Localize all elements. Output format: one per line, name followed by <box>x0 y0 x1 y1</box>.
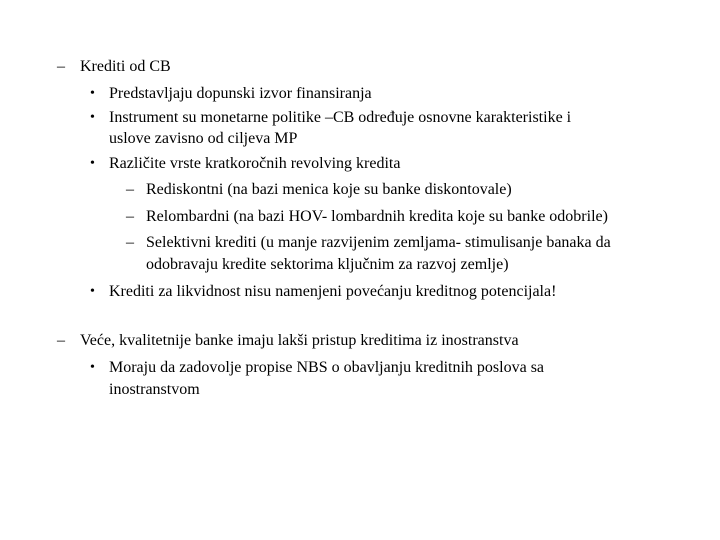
bullet-marker: • <box>90 284 95 299</box>
bullet-marker: • <box>90 360 95 375</box>
section-heading: Krediti od CB <box>80 58 171 75</box>
section-dash-marker: – <box>57 332 65 349</box>
bullet-marker: • <box>90 156 95 171</box>
subitem-dash-marker: – <box>126 181 134 198</box>
subitem-dash-marker: – <box>126 208 134 225</box>
bullet-text-continued: inostranstvom <box>109 381 200 398</box>
bullet-text: Različite vrste kratkoročnih revolving kredita <box>109 155 401 172</box>
bullet-text: Moraju da zadovolje propise NBS o obavljanju kreditnih poslova sa <box>109 359 545 376</box>
subitem-text: Rediskontni (na bazi menica koje su banke diskontovale) <box>146 181 512 198</box>
bullet-text-continued: uslove zavisno od ciljeva MP <box>109 130 298 147</box>
subitem-text-continued: odobravaju kredite sektorima ključnim za razvoj zemlje) <box>146 256 509 273</box>
section-dash-marker: – <box>57 58 65 75</box>
subitem-dash-marker: – <box>126 234 134 251</box>
bullet-text: Instrument su monetarne politike –CB određuje osnovne karakteristike i <box>109 109 572 126</box>
bullet-text: Predstavljaju dopunski izvor finansiranja <box>109 85 372 102</box>
bullet-marker: • <box>90 110 95 125</box>
subitem-text: Selektivni krediti (u manje razvijenim zemljama- stimulisanje banaka da <box>146 234 611 251</box>
subitem-text: Relombardni (na bazi HOV- lombardnih kredita koje su banke odobrile) <box>146 208 608 225</box>
bullet-text: Krediti za likvidnost nisu namenjeni povećanju kreditnog potencijala! <box>109 283 557 300</box>
bullet-marker: • <box>90 86 95 101</box>
section-heading: Veće, kvalitetnije banke imaju lakši pristup kreditima iz inostranstva <box>80 332 519 349</box>
